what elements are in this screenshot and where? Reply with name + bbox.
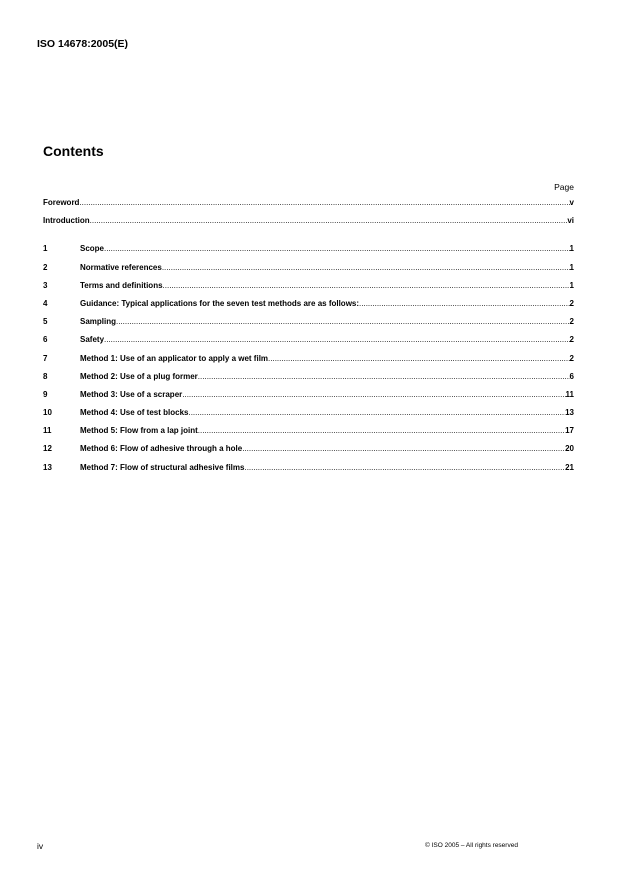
toc-dot-leader xyxy=(90,216,568,225)
toc-entry-number: 1 xyxy=(43,244,48,254)
toc-entry[interactable] xyxy=(43,244,574,262)
toc-entry-page: 21 xyxy=(565,462,574,472)
toc-entry-number: 8 xyxy=(43,371,48,381)
toc-entry-title: Safety xyxy=(80,335,105,345)
toc-entry-page: 2 xyxy=(569,317,574,327)
toc-entry-title: Scope xyxy=(80,244,105,254)
toc-dot-leader xyxy=(104,244,570,253)
toc-entry-title: Terms and definitions xyxy=(80,280,163,290)
toc-entry-number: 13 xyxy=(43,462,52,472)
toc-entry-number: 2 xyxy=(43,262,48,272)
toc-entry[interactable] xyxy=(43,317,574,335)
contents-title: Contents xyxy=(43,143,104,159)
toc-spacer xyxy=(43,234,574,244)
toc-dot-leader xyxy=(162,263,570,272)
toc-dot-leader xyxy=(163,281,570,290)
toc-entry[interactable] xyxy=(43,408,574,426)
toc-entry-page: 13 xyxy=(565,408,574,418)
toc-dot-leader xyxy=(359,299,570,308)
toc-entry-title: Guidance: Typical applications for the seven test methods are as follows: xyxy=(80,298,360,308)
toc-entry-page: 20 xyxy=(565,444,574,454)
toc-entry-page: 6 xyxy=(569,371,574,381)
toc-entry-number: 6 xyxy=(43,335,48,345)
toc-entry-number: 10 xyxy=(43,408,52,418)
toc-entry-page: 11 xyxy=(565,389,574,399)
toc-entry-page: v xyxy=(569,198,574,207)
toc-dot-leader xyxy=(79,198,569,207)
page-column-label: Page xyxy=(554,182,574,192)
page-number: iv xyxy=(37,841,44,851)
toc-entry-title: Normative references xyxy=(80,262,162,272)
toc-entry-page: 1 xyxy=(569,244,574,254)
toc-entry-title: Method 1: Use of an applicator to apply a wet film xyxy=(80,353,269,363)
toc-entry-page: 2 xyxy=(569,353,574,363)
toc-entry-title: Method 4: Use of test blocks xyxy=(80,408,189,418)
document-id: ISO 14678:2005(E) xyxy=(37,38,129,50)
toc-entry[interactable] xyxy=(43,463,574,481)
toc-entry-number: 7 xyxy=(43,353,48,363)
toc-entry-title: Introduction xyxy=(43,216,90,226)
toc-entry-page: 2 xyxy=(569,335,574,345)
toc-dot-leader xyxy=(198,372,570,381)
toc-entry-page: 1 xyxy=(569,280,574,290)
toc-entry[interactable] xyxy=(43,299,574,317)
toc-entry-title: Method 3: Use of a scraper xyxy=(80,389,183,399)
toc-entry-number: 11 xyxy=(43,426,52,436)
toc-entry[interactable] xyxy=(43,354,574,372)
toc-dot-leader xyxy=(242,444,565,453)
toc-entry-title: Method 2: Use of a plug former xyxy=(80,371,198,381)
toc-entry[interactable] xyxy=(43,390,574,408)
table-of-contents xyxy=(43,198,574,481)
toc-entry[interactable] xyxy=(43,444,574,462)
toc-entry-number: 3 xyxy=(43,280,48,290)
toc-entry-title: Method 6: Flow of adhesive through a hole xyxy=(80,444,243,454)
toc-dot-leader xyxy=(268,354,570,363)
toc-entry[interactable] xyxy=(43,281,574,299)
toc-dot-leader xyxy=(244,463,565,472)
toc-entry-number: 4 xyxy=(43,298,48,308)
toc-entry-title: Foreword xyxy=(43,198,80,207)
toc-entry-page: 2 xyxy=(569,298,574,308)
copyright-notice: © ISO 2005 – All rights reserved xyxy=(425,842,518,849)
toc-entry[interactable] xyxy=(43,335,574,353)
toc-entry-title: Method 5: Flow from a lap joint xyxy=(80,426,198,436)
toc-entry[interactable] xyxy=(43,426,574,444)
toc-entry[interactable] xyxy=(43,263,574,281)
toc-entry-number: 9 xyxy=(43,389,48,399)
toc-front-entry[interactable] xyxy=(43,198,574,216)
toc-entry-page: vi xyxy=(567,216,574,226)
toc-dot-leader xyxy=(182,390,565,399)
toc-front-entry[interactable] xyxy=(43,216,574,234)
toc-entry-page: 17 xyxy=(565,426,574,436)
toc-entry-number: 5 xyxy=(43,317,48,327)
toc-entry-title: Method 7: Flow of structural adhesive films xyxy=(80,462,245,472)
toc-entry-title: Sampling xyxy=(80,317,117,327)
toc-entry-page: 1 xyxy=(569,262,574,272)
toc-entry-number: 12 xyxy=(43,444,52,454)
toc-dot-leader xyxy=(198,426,565,435)
toc-dot-leader xyxy=(188,408,565,417)
toc-dot-leader xyxy=(116,317,570,326)
toc-entry[interactable] xyxy=(43,372,574,390)
toc-dot-leader xyxy=(104,335,570,344)
